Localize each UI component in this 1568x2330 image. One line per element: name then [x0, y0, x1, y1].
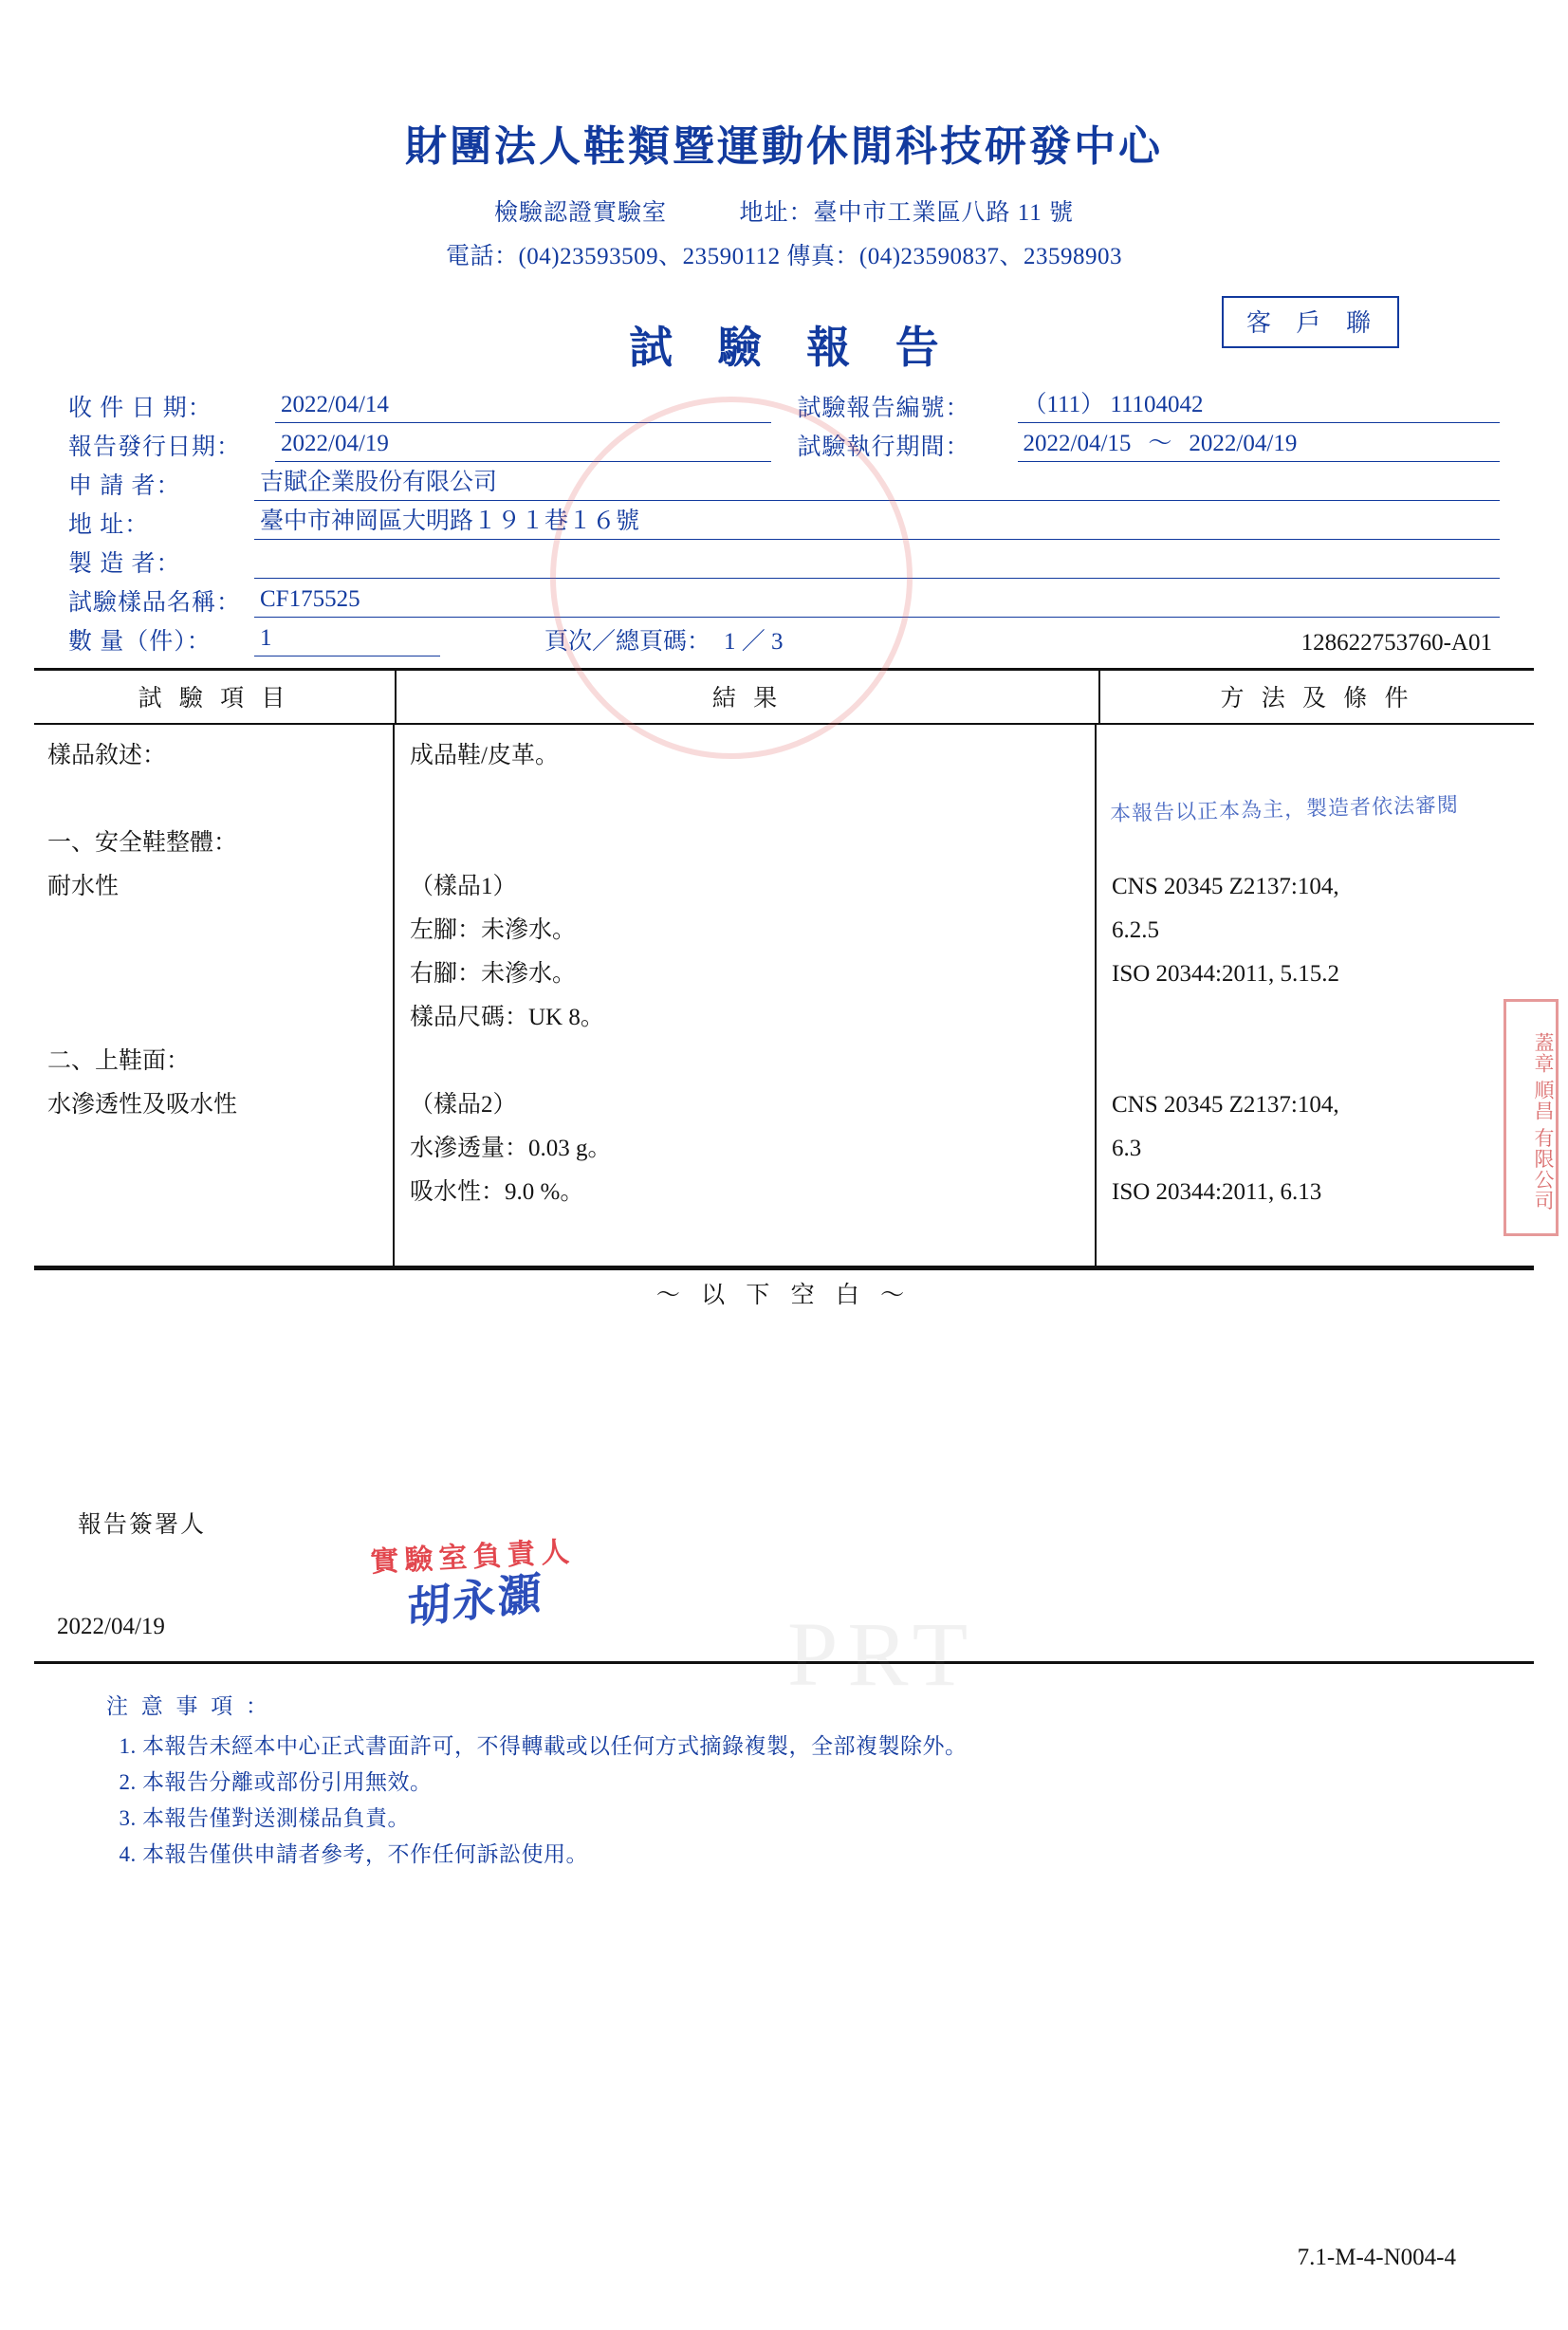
item-line: 一、安全鞋整體： — [47, 830, 238, 856]
title-row — [0, 309, 1568, 376]
manufacturer-value — [254, 546, 1500, 579]
note-item: 4. 本報告僅供申請者參考，不作任何訴訟使用。 — [142, 1837, 1568, 1873]
method-line: ISO 20344:2011, 5.15.2 — [1112, 961, 1340, 987]
quantity-value: 1 — [254, 623, 440, 656]
method-line: 6.2.5 — [1112, 917, 1159, 943]
side-seal-stamp: 蓋章 順昌 有限公司 — [1503, 999, 1559, 1236]
method-line — [1112, 996, 1534, 1040]
test-period-end: 2022/04/19 — [1189, 431, 1298, 456]
address-value: 臺中市工業區八路 11 號 — [813, 200, 1075, 226]
applicant-address-value: 臺中市神岡區大明路１９１巷１６號 — [254, 507, 1500, 540]
notes-list — [106, 1729, 1568, 1873]
signature-area — [34, 1320, 1534, 1661]
manufacturer-label: 製 造 者： — [68, 551, 181, 577]
method-line: 6.3 — [1112, 1136, 1142, 1161]
results-table — [34, 668, 1534, 1268]
form-code: 7.1-M-4-N004-4 — [1297, 2245, 1456, 2270]
item-line: 二、上鞋面： — [47, 1048, 191, 1074]
signature-date: 2022/04/19 — [57, 1614, 165, 1639]
meta-row-qty-page-serial — [68, 622, 1500, 656]
result-line: （樣品1） — [410, 874, 517, 899]
applicant-value: 吉賦企業股份有限公司 — [254, 468, 1500, 501]
receipt-date-label: 收 件 日 期： — [68, 396, 212, 421]
header-test-item: 試 驗 項 目 — [34, 671, 397, 723]
method-line: ISO 20344:2011, 6.13 — [1112, 1179, 1322, 1205]
test-period-label: 試驗執行期間： — [797, 435, 970, 460]
item-line: 水滲透性及吸水性 — [47, 1092, 238, 1118]
end-of-content-mark: ～ 以 下 空 白 ～ — [34, 1268, 1534, 1320]
item-line — [47, 909, 393, 952]
header-result: 結 果 — [397, 671, 1100, 723]
meta-row-manufacturer — [68, 545, 1500, 579]
method-line — [1112, 734, 1534, 778]
method-line — [1112, 822, 1534, 865]
receipt-date-value: 2022/04/14 — [275, 390, 771, 423]
page-number-label: 頁次／總頁碼： — [544, 629, 711, 655]
prt-watermark: PRT — [787, 1603, 978, 1705]
meta-row-receipt-report-no — [68, 389, 1500, 423]
item-line — [47, 996, 393, 1040]
result-line: 樣品尺碼：UK 8。 — [410, 1005, 604, 1030]
result-line: （樣品2） — [410, 1092, 517, 1118]
stamp-signature: 胡永灝 — [406, 1567, 544, 1634]
meta-row-sample-name — [68, 583, 1500, 618]
result-line: 成品鞋/皮革。 — [410, 743, 559, 768]
sample-name-label: 試驗樣品名稱： — [68, 590, 242, 616]
lab-address-line — [0, 194, 1568, 228]
stamp-title: 實驗室負責人 — [369, 1536, 577, 1579]
address-label: 地址： — [739, 200, 814, 226]
test-period-start: 2022/04/15 — [1023, 431, 1132, 456]
organization-title: 財團法人鞋類暨運動休閒科技研發中心 — [405, 122, 1163, 171]
header-method: 方 法 及 條 件 — [1220, 686, 1414, 712]
issue-date-value: 2022/04/19 — [275, 429, 771, 462]
test-report-page — [0, 112, 1568, 2330]
applicant-label: 申 請 者： — [68, 473, 181, 499]
report-no-label: 試驗報告編號： — [797, 396, 970, 421]
quantity-label: 數 量（件）： — [68, 629, 212, 655]
result-line: 左腳：未滲水。 — [410, 917, 577, 943]
bottom-divider — [34, 1661, 1534, 1664]
notes-section — [106, 1689, 1568, 1873]
telephone-fax-line: 電話：(04)23593509、23590112 傳真：(04)23590837、23598903 — [445, 244, 1123, 269]
report-serial-number: 128622753760-A01 — [1301, 630, 1492, 656]
meta-row-address — [68, 506, 1500, 540]
page-number-value: 1 ／ 3 — [724, 629, 784, 655]
column-test-items — [34, 725, 395, 1266]
item-line: 樣品敘述： — [47, 743, 167, 768]
copy-type-box: 客 戶 聯 — [1222, 296, 1399, 348]
item-line — [47, 952, 393, 996]
column-results — [395, 725, 1097, 1266]
lab-name: 檢驗認證實驗室 — [493, 200, 667, 226]
result-line — [410, 822, 1095, 865]
note-item: 2. 本報告分離或部份引用無效。 — [142, 1765, 1568, 1801]
notes-title: 注 意 事 項 ： — [106, 1694, 271, 1718]
blue-note-watermark: 本報告以正本為主，製造者依法審閱 — [1109, 792, 1460, 826]
meta-row-applicant — [68, 467, 1500, 501]
test-period-value — [1018, 429, 1501, 462]
result-line — [410, 1040, 1095, 1083]
results-table-header — [34, 671, 1534, 725]
method-line — [1112, 1040, 1534, 1083]
test-period-separator: ～ — [1148, 431, 1172, 456]
result-line: 吸水性：9.0 %。 — [410, 1179, 584, 1205]
note-item: 3. 本報告僅對送測樣品負責。 — [142, 1801, 1568, 1837]
meta-row-issue-period — [68, 428, 1500, 462]
report-meta — [68, 389, 1500, 656]
applicant-address-label: 地 址： — [68, 512, 150, 538]
report-no-value: （111） 11104042 — [1018, 390, 1501, 423]
method-line: CNS 20345 Z2137:104, — [1112, 874, 1339, 899]
laboratory-manager-stamp — [344, 1529, 603, 1645]
result-line: 右腳：未滲水。 — [410, 961, 577, 987]
result-line — [410, 778, 1095, 822]
sample-name-value: CF175525 — [254, 584, 1500, 618]
item-line: 耐水性 — [47, 874, 120, 899]
page-title: 試 驗 報 告 — [629, 324, 956, 372]
result-line: 水滲透量：0.03 g。 — [410, 1136, 612, 1161]
item-line — [47, 778, 393, 822]
note-item: 1. 本報告未經本中心正式書面許可，不得轉載或以任何方式摘錄複製，全部複製除外。 — [142, 1729, 1568, 1765]
issue-date-label: 報告發行日期： — [68, 435, 242, 460]
method-line: CNS 20345 Z2137:104, — [1112, 1092, 1339, 1118]
signatory-label: 報告簽署人 — [78, 1512, 207, 1538]
